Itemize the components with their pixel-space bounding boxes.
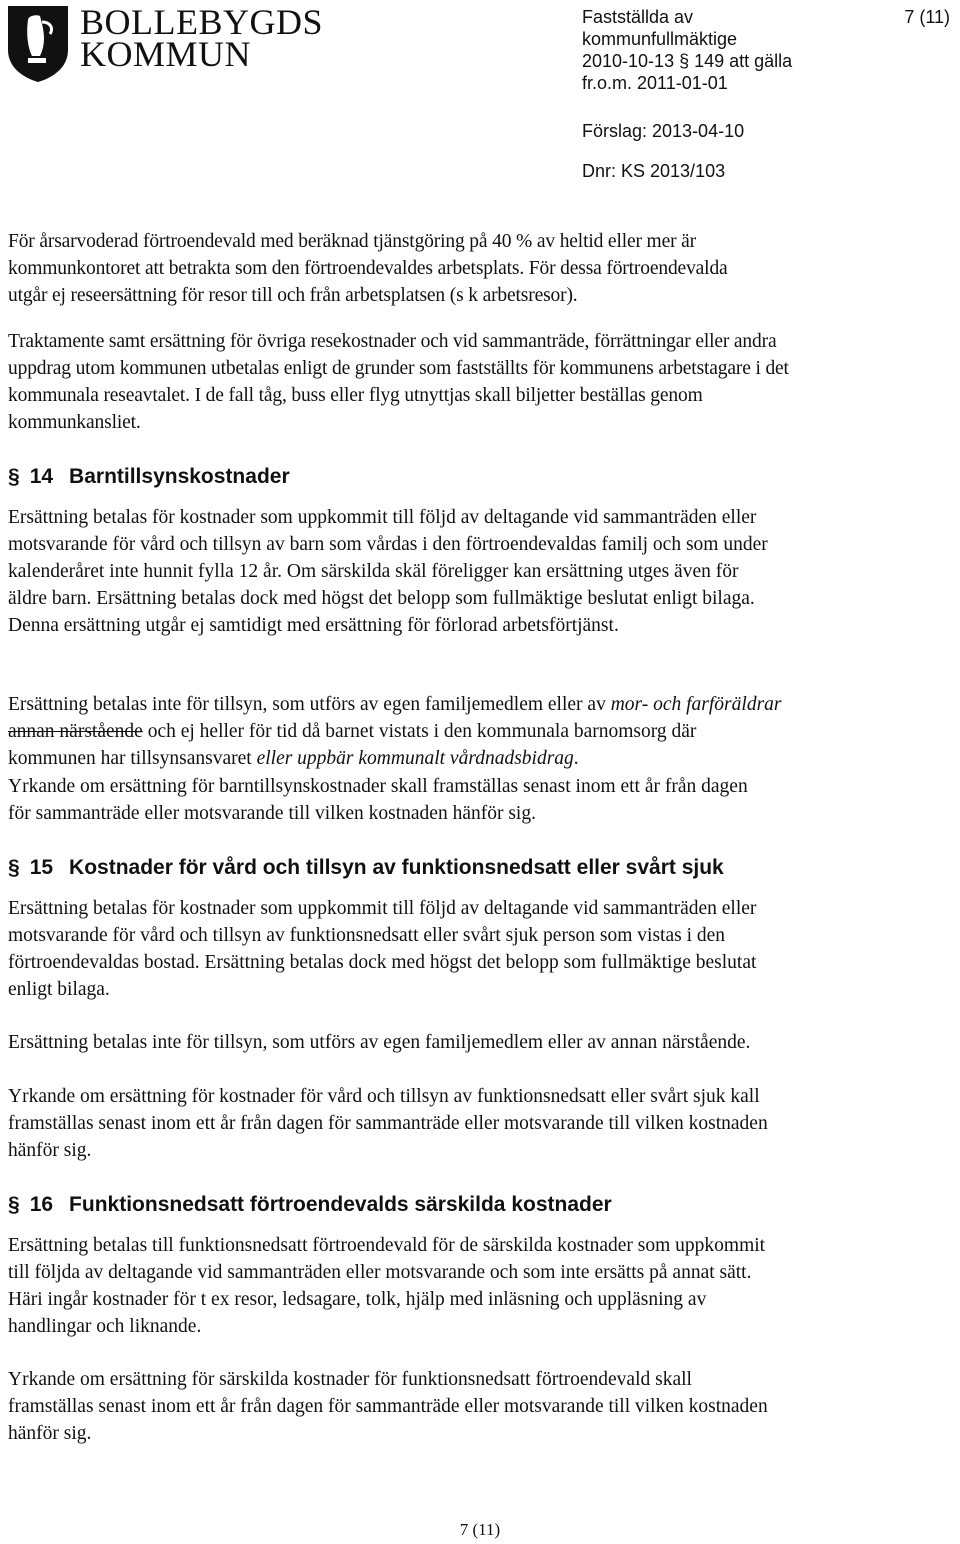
paragraph-childcare-claim: Yrkande om ersättning för barntillsynskostnader skall framställas senast inom ett år från dagen för sammanträde eller motsvarande till vilken kostnaden hänför sig. — [8, 776, 748, 824]
section-title: Kostnader för vård och tillsyn av funktionsnedsatt eller svårt sjuk — [69, 856, 724, 879]
paragraph-workplace: För årsarvoderad förtroendevald med beräknad tjänstgöring på 40 % av heltid eller mer är kommunkontoret att betrakta som den förtroendevaldes arbetsplats. För dessa förtroendevalda utgår ej reseersättning för resor till och från arbetsplatsen (s k arbetsresor). — [8, 231, 728, 306]
adopted-line-3: 2010-10-13 § 149 att gälla — [582, 51, 793, 71]
paragraph-care-costs: Ersättning betalas för kostnader som uppkommit till följd av deltagande vid sammanträden eller motsvarande för vård och tillsyn av funktionsnedsatt eller svårt sjuk person som vistas i den förtroendevaldas bostad. Ersättning betalas dock med högst det belopp som fullmäktige beslutat enligt bilaga. — [8, 898, 757, 1000]
text-run: . — [573, 748, 579, 769]
section-sign: § — [8, 1193, 20, 1216]
section-sign: § — [8, 465, 20, 488]
section-number: 15 — [29, 856, 54, 879]
page-number-header: 7 (11) — [904, 7, 950, 27]
section-title: Funktionsnedsatt förtroendevalds särskilda kostnader — [69, 1193, 612, 1216]
adopted-line-4: fr.o.m. 2011-01-01 — [582, 73, 728, 93]
section-heading-16 — [8, 1192, 612, 1218]
page-number-footer: 7 (11) — [459, 1520, 501, 1539]
adopted-line-2: kommunfullmäktige — [582, 29, 738, 49]
text-run: kommunen har tillsynsansvaret — [8, 748, 257, 769]
section-number: 16 — [29, 1193, 54, 1216]
section-title: Barntillsynskostnader — [69, 465, 290, 488]
logo-text-line2: KOMMUN — [80, 34, 252, 74]
proposal-date: Förslag: 2013-04-10 — [582, 121, 745, 141]
paragraph-allowance: Traktamente samt ersättning för övriga resekostnader och vid sammanträde, förrättningar eller andra uppdrag utom kommunen utbetalas enligt de grunder som fastställts för kommunens arbetstagare i det kommunala reseavtalet. I de fall tåg, buss eller flyg utnyttjas skall biljetter beställas genom kommunkansliet. — [8, 331, 789, 433]
municipal-shield-icon — [6, 4, 70, 84]
paragraph-care-claim: Yrkande om ersättning för kostnader för vård och tillsyn av funktionsnedsatt eller svårt sjuk kall framställas senast inom ett år från dagen för sammanträde eller motsvarande till vilken kostnaden hänför sig. — [8, 1086, 768, 1161]
paragraph-childcare-costs: Ersättning betalas för kostnader som uppkommit till följd av deltagande vid sammanträden eller motsvarande för vård och tillsyn av barn som vårdas i den förtroendevaldas familj och som under kalenderåret inte hunnit fylla 12 år. Om särskilda skäl föreligger kan ersättning utges även för äldre barn. Ersättning betalas dock med högst det belopp som fullmäktige beslutat enligt bilaga. Denna ersättning utgår ej samtidigt med ersättning för förlorad arbetsförtjänst. — [8, 507, 768, 636]
italic-insertion: eller uppbär kommunalt vårdnadsbidrag — [256, 748, 574, 769]
section-sign: § — [8, 856, 20, 879]
registration-number: Dnr: KS 2013/103 — [582, 161, 726, 181]
text-run: Ersättning betalas inte för tillsyn, som utförs av egen familjemedlem eller av — [8, 694, 611, 715]
logo-text-line1: BOLLEBYGDS — [80, 2, 324, 42]
paragraph-disability-claim: Yrkande om ersättning för särskilda kostnader för funktionsnedsatt förtroendevald skall framställas senast inom ett år från dagen för sammanträde eller motsvarande till vilken kostnaden hänför sig. — [8, 1369, 768, 1444]
paragraph-care-exclusions: Ersättning betalas inte för tillsyn, som utförs av egen familjemedlem eller av annan närstående. — [8, 1032, 751, 1053]
paragraph-childcare-exclusions — [8, 664, 960, 772]
struck-text: annan närstående — [8, 721, 143, 742]
section-number: 14 — [29, 465, 54, 488]
paragraph-disability-costs: Ersättning betalas till funktionsnedsatt förtroendevald för de särskilda kostnader som uppkommit till följda av deltagande vid sammanträden eller motsvarande och som inte ersätts på annat sätt. Häri ingår kostnader för t ex resor, ledsagare, tolk, hjälp med inläsning och uppläsning av handlingar och liknande. — [8, 1235, 766, 1337]
adopted-line-1: Fastställda av — [582, 7, 694, 27]
italic-insertion: mor- och farföräldrar — [610, 694, 782, 715]
section-heading-15 — [8, 855, 724, 881]
section-heading-14 — [8, 464, 290, 490]
text-run: och ej heller för tid då barnet vistats i den kommunala barnomsorg där — [142, 721, 697, 742]
